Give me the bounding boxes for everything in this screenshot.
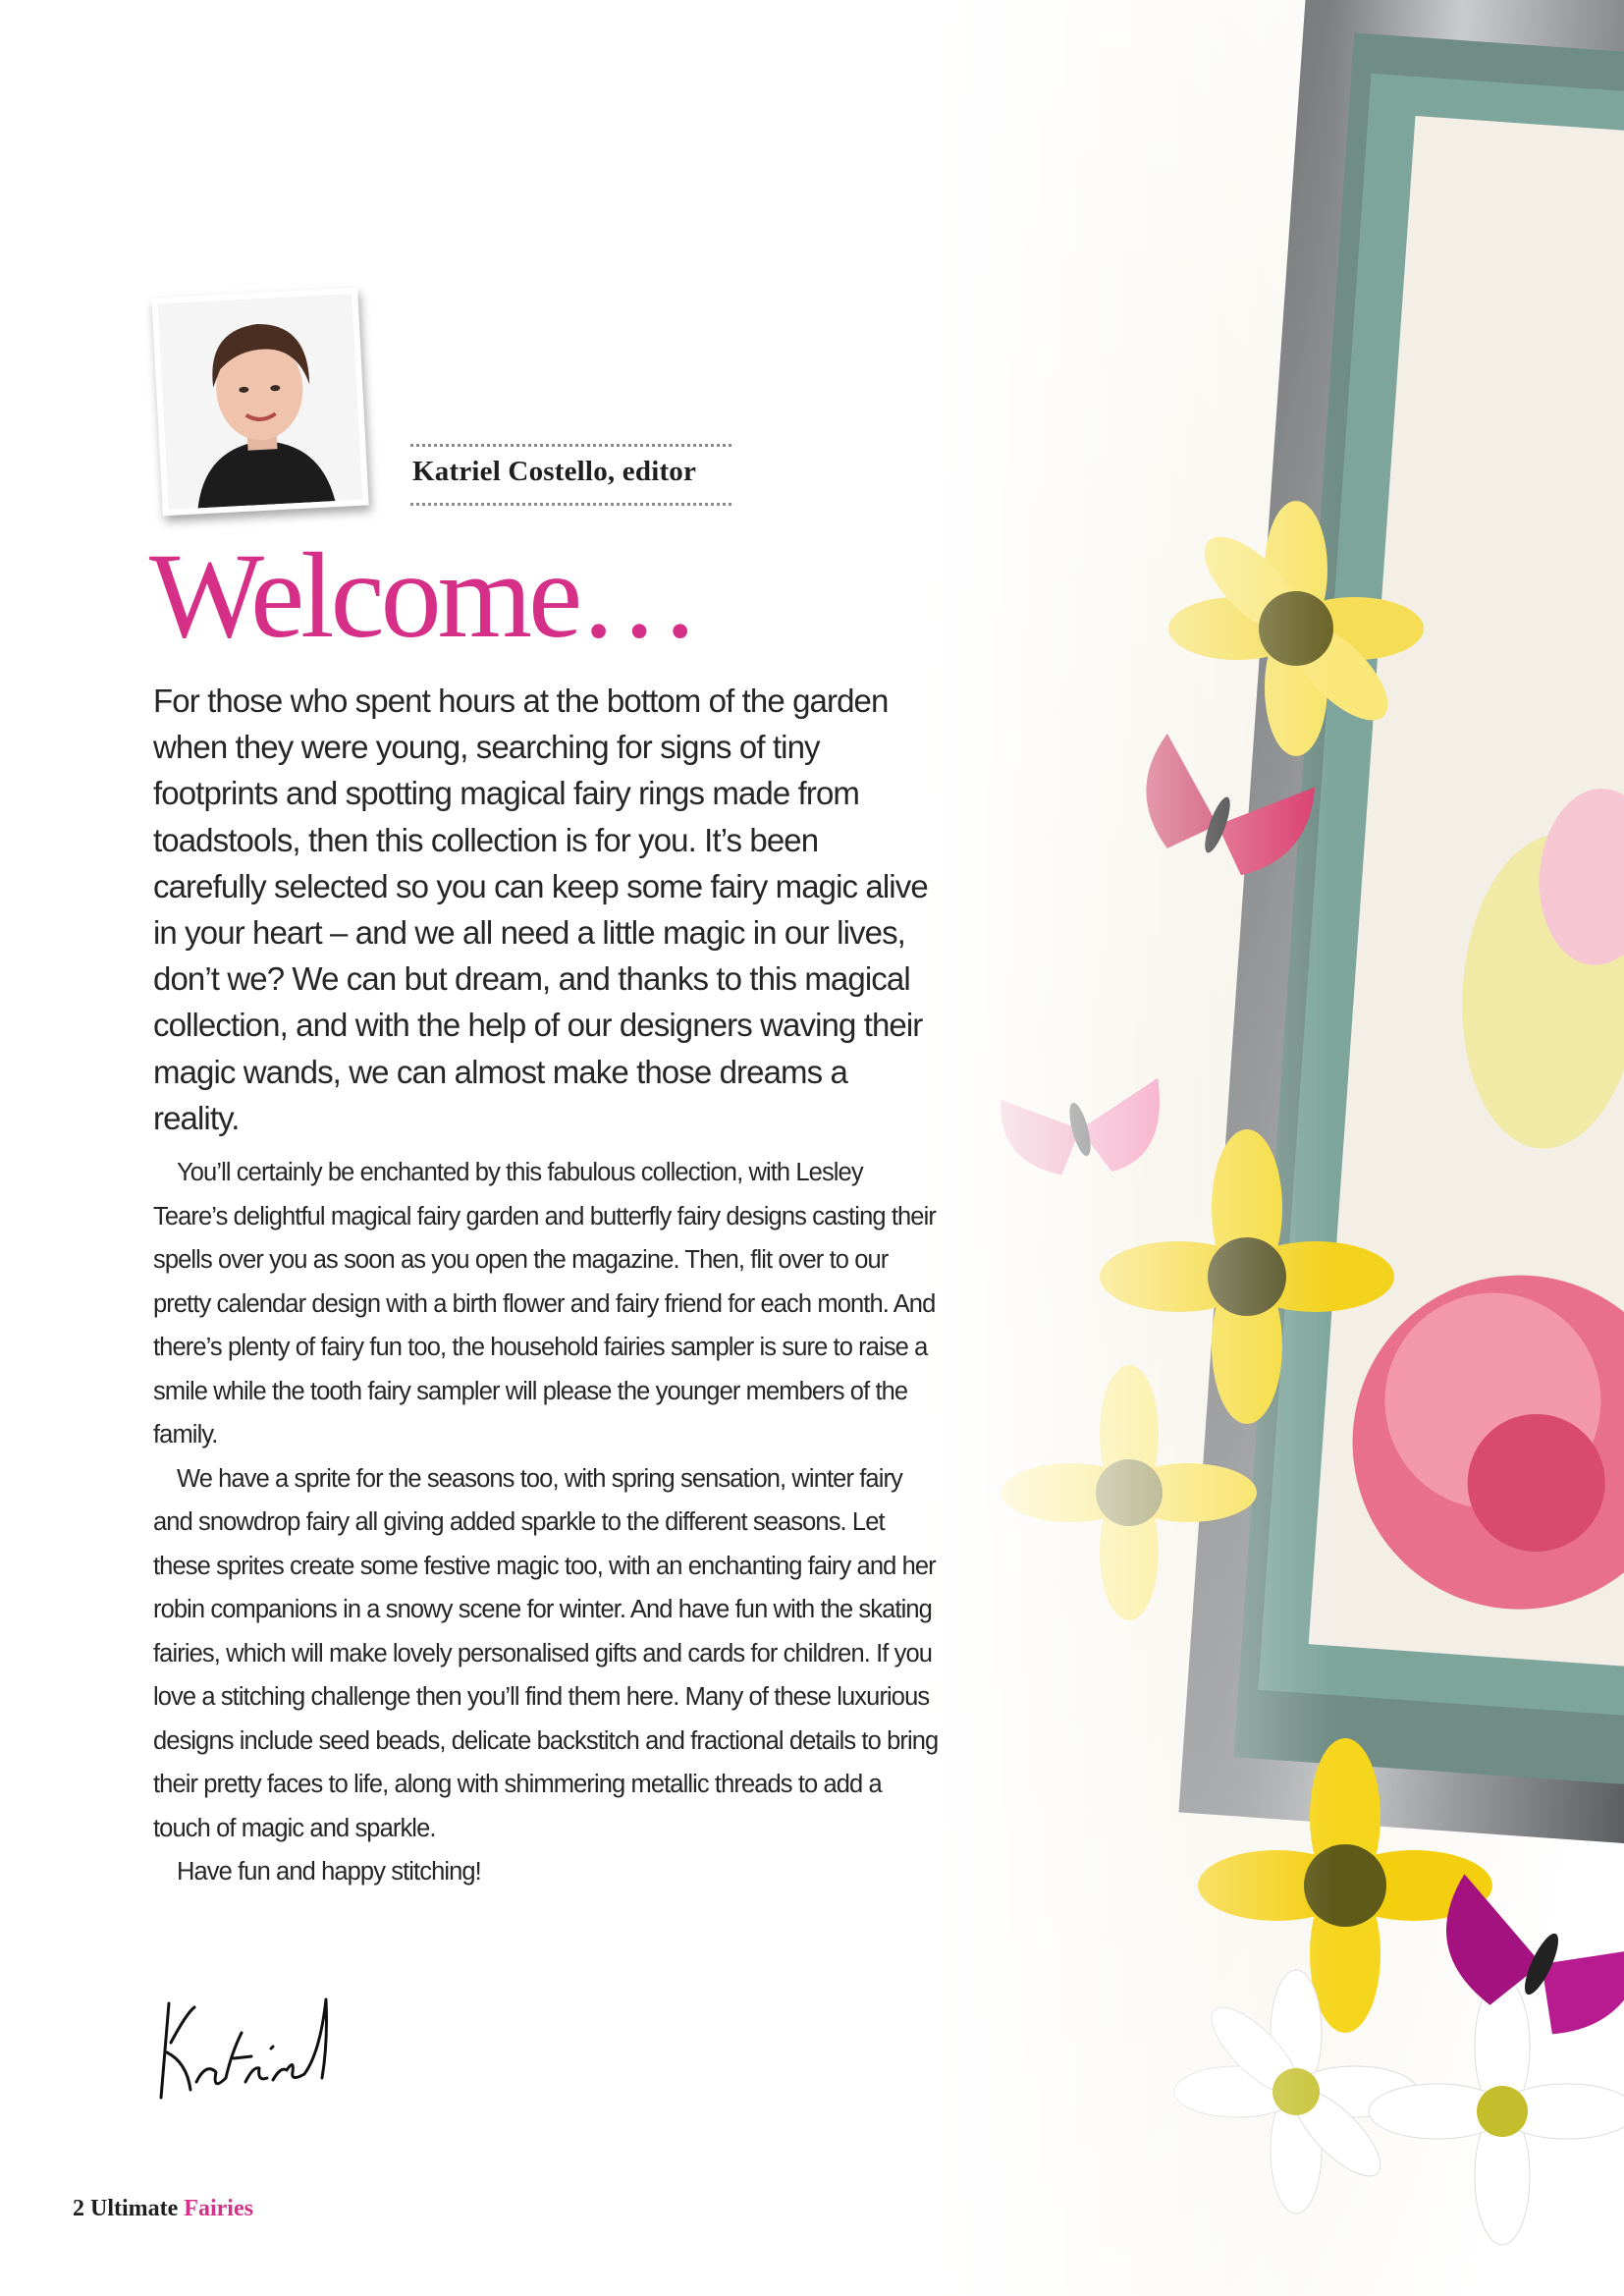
editor-rule-bottom xyxy=(410,503,731,506)
body-paragraph: Have fun and happy stitching! xyxy=(177,1858,481,1886)
body-text xyxy=(153,1151,939,1894)
magazine-title: Ultimate xyxy=(90,2196,179,2221)
decorative-artwork xyxy=(923,0,1624,2296)
editor-signature xyxy=(147,1984,344,2116)
page-folio xyxy=(73,2196,253,2222)
body-paragraph: You’ll certainly be enchanted by this fabulous collection, with Lesley Teare’s delightful magical fairy garden and butterfly fairy designs casting their spells over you as soon as you open the magazine. Then, flit over to our pretty calendar design with a birth flower and fairy friend for each month. And there’s plenty of fairy fun too, the household fairies sampler is sure to raise a smile while the tooth fairy sampler will please the younger members of the family. xyxy=(153,1159,936,1449)
editor-photo xyxy=(151,288,368,517)
editor-name: Katriel Costello, editor xyxy=(412,456,697,487)
page-number: 2 xyxy=(73,2196,84,2221)
magazine-title-accent: Fairies xyxy=(184,2196,253,2221)
body-paragraph: We have a sprite for the seasons too, with spring sensation, winter fairy and snowdrop fairy all giving added sparkle to the different seasons. Let these sprites create some festive magic too, with an enchanting fairy and her robin companions in a snowy scene for winter. And have fun with the skating fairies, which will make lovely personalised gifts and cards for children. If you love a stitching challenge then you’ll find them here. Many of these luxurious designs include seed beads, delicate backstitch and fractional details to bring their pretty faces to life, along with shimmering metallic threads to add a touch of magic and sparkle. xyxy=(153,1464,939,1842)
lead-paragraph: For those who spent hours at the bottom of the garden when they were young, searching for signs of tiny footprints and spotting magical fairy rings made from toadstools, then this collection is for you. It’s been carefully selected so you can keep some fairy magic alive in your heart – and we all need a little magic in our lives, don’t we? We can but dream, and thanks to this magical collection, and with the help of our designers waving their magic wands, we can almost make those dreams a reality. xyxy=(153,683,928,1136)
editor-portrait-icon xyxy=(158,294,363,510)
editor-rule-top xyxy=(410,444,731,447)
page-title: Welcome… xyxy=(149,528,697,663)
